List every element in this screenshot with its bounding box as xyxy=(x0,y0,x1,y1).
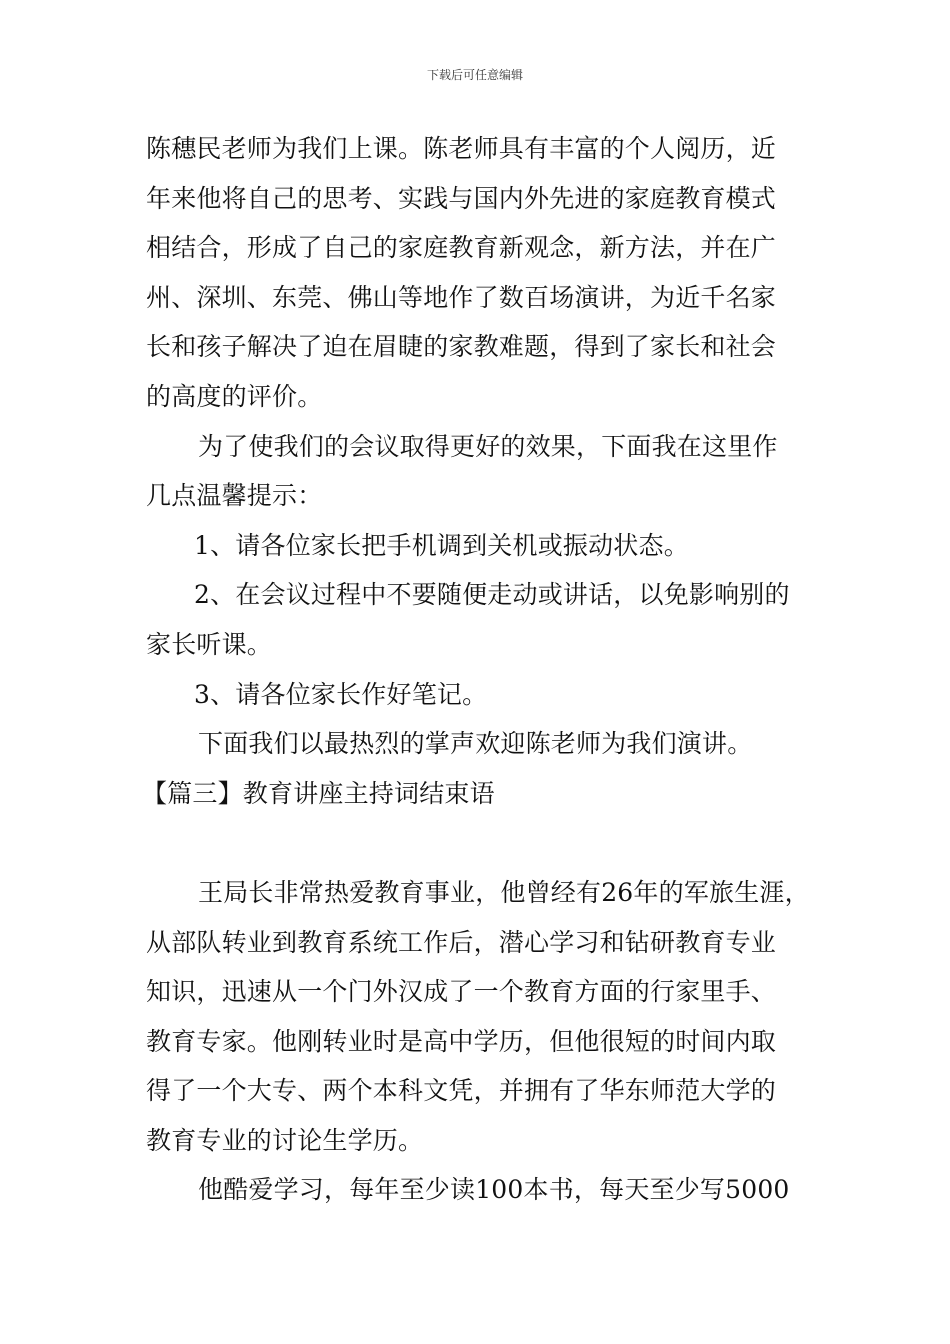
document-body xyxy=(142,124,826,1215)
paragraph-line: 几点温馨提示： xyxy=(146,481,323,511)
paragraph-line: 他酷爱学习，每年至少读100本书，每天至少写5000 xyxy=(198,1175,790,1205)
paragraph-line: 相结合，形成了自己的家庭教育新观念，新方法，并在广 xyxy=(146,233,777,263)
paragraph-line: 得了一个大专、两个本科文凭，并拥有了华东师范大学的 xyxy=(146,1076,777,1106)
list-item: 1、请各位家长把手机调到关机或振动状态。 xyxy=(194,530,689,560)
paragraph-line: 从部队转业到教育系统工作后，潜心学习和钻研教育专业 xyxy=(146,927,777,957)
list-item: 3、请各位家长作好笔记。 xyxy=(194,679,488,709)
section-heading: 【篇三】教育讲座主持词结束语 xyxy=(142,778,495,808)
paragraph-line: 下面我们以最热烈的掌声欢迎陈老师为我们演讲。 xyxy=(198,729,753,759)
page-header: 下载后可任意编辑 xyxy=(426,68,523,82)
paragraph-line: 教育专家。他刚转业时是高中学历，但他很短的时间内取 xyxy=(146,1026,777,1056)
paragraph-line: 州、深圳、东莞、佛山等地作了数百场演讲，为近千名家 xyxy=(146,282,777,312)
list-item: 2、在会议过程中不要随便走动或讲话，以免影响别的 xyxy=(194,580,790,610)
paragraph-line: 知识，迅速从一个门外汉成了一个教育方面的行家里手、 xyxy=(146,977,777,1007)
blank-line xyxy=(146,818,826,868)
paragraph-line: 家长听课。 xyxy=(146,629,273,659)
paragraph-line: 陈穗民老师为我们上课。陈老师具有丰富的个人阅历，近 xyxy=(146,134,777,163)
paragraph-line: 王局长非常热爱教育事业，他曾经有26年的军旅生涯， xyxy=(198,877,810,907)
paragraph-line: 长和孩子解决了迫在眉睫的家教难题，得到了家长和社会 xyxy=(146,332,777,362)
paragraph-line: 的高度的评价。 xyxy=(146,381,323,411)
paragraph-line: 为了使我们的会议取得更好的效果，下面我在这里作 xyxy=(198,431,778,461)
paragraph-line: 年来他将自己的思考、实践与国内外先进的家庭教育模式 xyxy=(146,183,777,213)
paragraph-line: 教育专业的讨论生学历。 xyxy=(146,1125,424,1155)
